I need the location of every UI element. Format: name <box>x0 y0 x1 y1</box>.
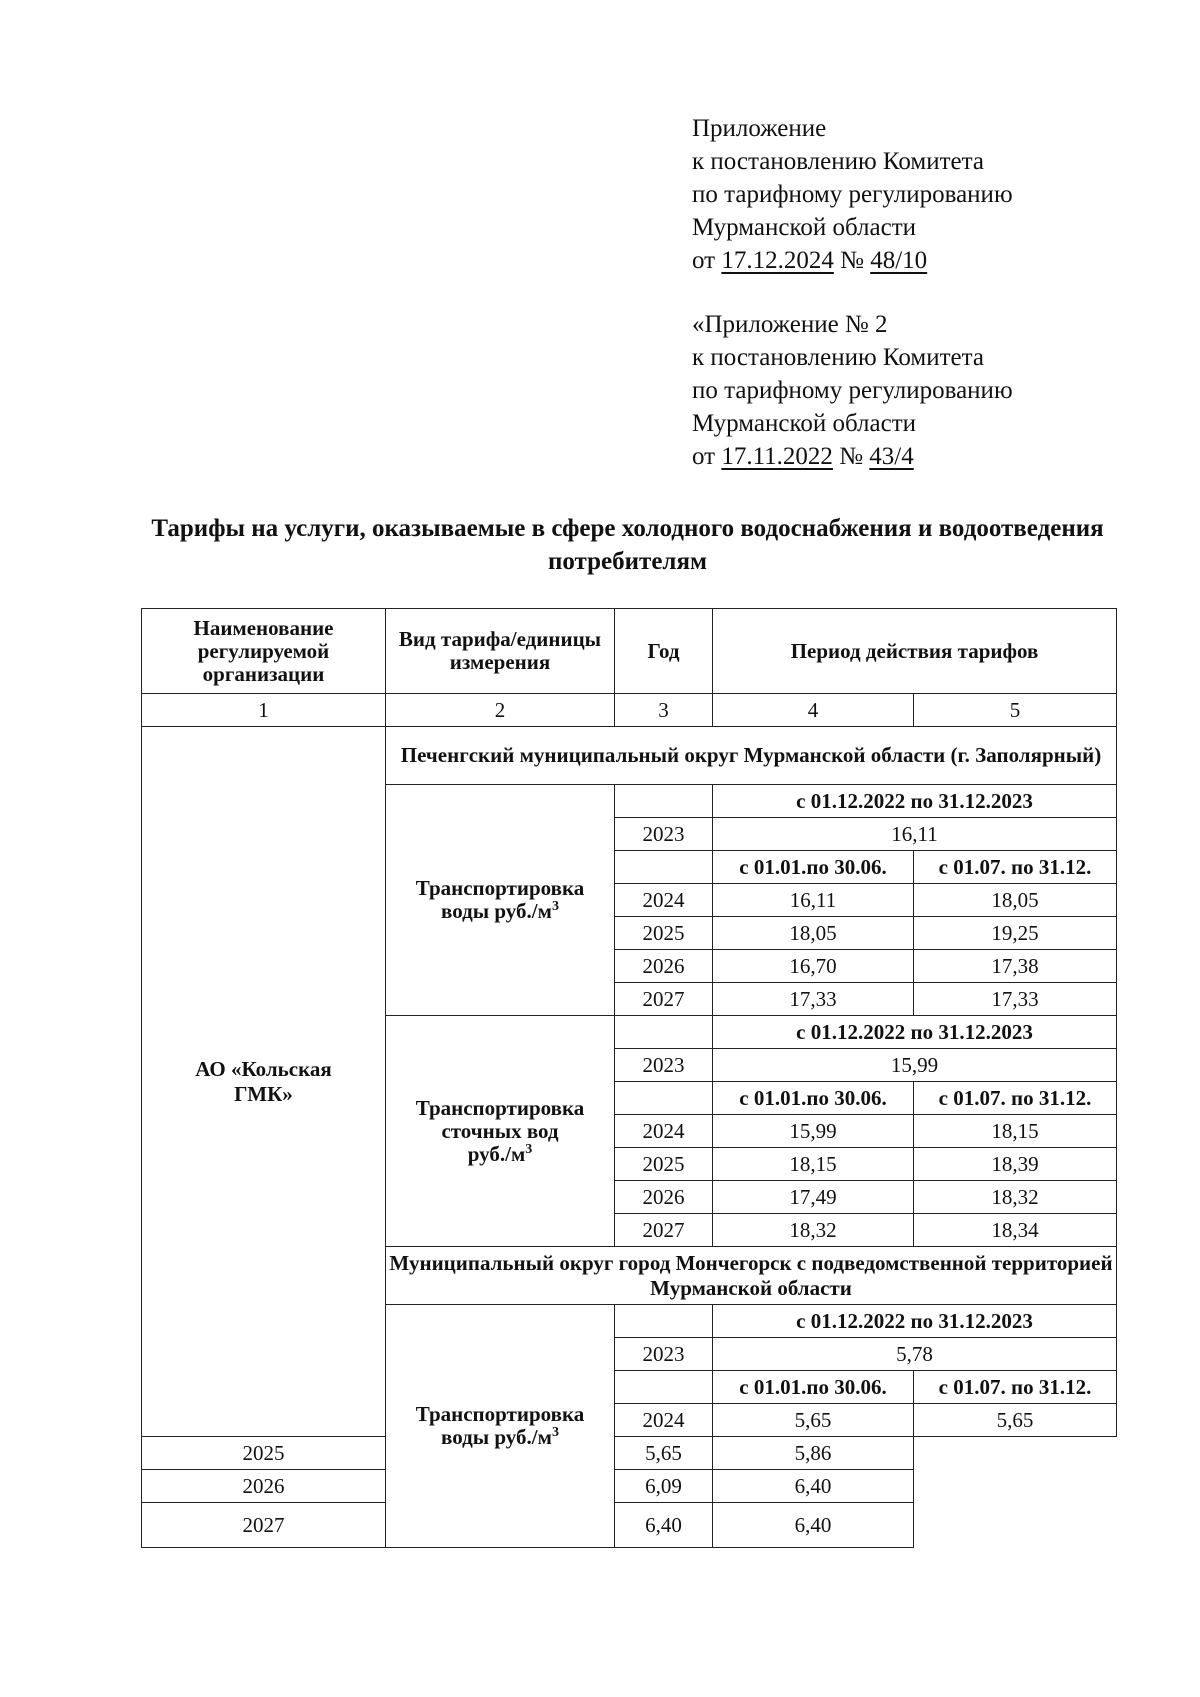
tariff-value: 6,40 <box>713 1470 914 1503</box>
period-full: с 01.12.2022 по 31.12.2023 <box>713 1305 1117 1338</box>
appendix-current <box>692 112 1013 277</box>
half-year-2: с 01.07. по 31.12. <box>914 851 1117 884</box>
column-number: 2 <box>386 694 615 727</box>
tariff-value: 18,15 <box>914 1115 1117 1148</box>
year-cell: 2023 <box>615 818 713 851</box>
tariff-value: 17,49 <box>713 1181 914 1214</box>
appendix-original <box>692 308 1013 473</box>
year-cell: 2026 <box>615 950 713 983</box>
year-cell: 2027 <box>142 1503 386 1548</box>
column-number: 5 <box>914 694 1117 727</box>
resolution-number: 48/10 <box>870 247 928 274</box>
date-prefix: от <box>692 443 716 470</box>
number-sign: № <box>839 443 864 470</box>
tariff-value: 5,65 <box>615 1437 713 1470</box>
service-name-line: сточных вод <box>441 1118 559 1143</box>
tariff-value: 6,40 <box>615 1503 713 1548</box>
region-row <box>142 727 1117 785</box>
resolution-date: 17.12.2024 <box>721 247 834 274</box>
tariff-value: 16,70 <box>713 950 914 983</box>
service-name-line: воды руб./м <box>441 1425 552 1449</box>
tariff-value: 15,99 <box>713 1049 1117 1082</box>
service-name <box>386 1016 615 1247</box>
region-name: Муниципальный округ город Мончегорск с подведомственной территорией Мурманской области <box>386 1247 1117 1305</box>
service-name <box>386 785 615 1016</box>
year-cell: 2023 <box>615 1338 713 1371</box>
tariff-value: 19,25 <box>914 917 1117 950</box>
header-period: Период действия тарифов <box>713 609 1117 694</box>
empty-cell <box>615 785 713 818</box>
table-row <box>142 1437 1117 1470</box>
half-year-2: с 01.07. по 31.12. <box>914 1082 1117 1115</box>
period-full: с 01.12.2022 по 31.12.2023 <box>713 785 1117 818</box>
organization-name: ГМК» <box>234 1081 293 1106</box>
service-name-line: воды руб./м <box>441 899 552 923</box>
column-number: 3 <box>615 694 713 727</box>
half-year-1: с 01.01.по 30.06. <box>713 1371 914 1404</box>
tariff-value: 5,65 <box>914 1404 1117 1437</box>
tariff-value: 18,34 <box>914 1214 1117 1247</box>
tariff-value: 17,38 <box>914 950 1117 983</box>
tariff-value: 16,11 <box>713 884 914 917</box>
empty-cell <box>615 1305 713 1338</box>
appendix-line: к постановлению Комитета <box>692 344 984 371</box>
tariff-value: 5,78 <box>713 1338 1117 1371</box>
half-year-2: с 01.07. по 31.12. <box>914 1371 1117 1404</box>
empty-cell <box>615 1371 713 1404</box>
half-year-1: с 01.01.по 30.06. <box>713 851 914 884</box>
tariff-value: 18,39 <box>914 1148 1117 1181</box>
tariff-value: 6,40 <box>713 1503 914 1548</box>
appendix-line: по тарифному регулированию <box>692 181 1013 208</box>
tariff-value: 18,32 <box>914 1181 1117 1214</box>
half-year-1: с 01.01.по 30.06. <box>713 1082 914 1115</box>
column-number: 4 <box>713 694 914 727</box>
empty-cell <box>615 1082 713 1115</box>
number-sign: № <box>840 247 864 274</box>
year-cell: 2025 <box>615 917 713 950</box>
service-name-line: Транспортировка <box>415 876 585 900</box>
year-cell: 2025 <box>142 1437 386 1470</box>
tariff-value: 16,11 <box>713 818 1117 851</box>
empty-cell <box>615 1016 713 1049</box>
tariff-value: 18,32 <box>713 1214 914 1247</box>
empty-cell <box>615 851 713 884</box>
region-name: Печенгский муниципальный округ Мурманской области (г. Заполярный) <box>386 727 1117 785</box>
header-year: Год <box>615 609 713 694</box>
appendix-line: по тарифному регулированию <box>692 377 1013 404</box>
tariff-value: 18,15 <box>713 1148 914 1181</box>
resolution-date: 17.11.2022 <box>721 443 833 470</box>
unit-power: 3 <box>525 1141 533 1157</box>
column-number: 1 <box>142 694 386 727</box>
header-organization: Наименование регулируемой организации <box>142 609 386 694</box>
appendix-header <box>692 112 1013 473</box>
tariffs-table <box>141 608 1117 1548</box>
date-prefix: от <box>692 247 716 274</box>
appendix-line: Мурманской области <box>692 214 917 241</box>
tariff-value: 6,09 <box>615 1470 713 1503</box>
page-title: Тарифы на услуги, оказываемые в сфере холодного водоснабжения и водоотведения потребителям <box>151 515 1104 575</box>
tariff-value: 17,33 <box>713 983 914 1016</box>
year-cell: 2024 <box>615 884 713 917</box>
year-cell: 2027 <box>615 1214 713 1247</box>
tariff-value: 15,99 <box>713 1115 914 1148</box>
service-name-line: Транспортировка <box>415 1095 585 1120</box>
table-header-row <box>142 609 1117 694</box>
appendix-date-line <box>692 440 1013 473</box>
service-name <box>386 1305 615 1548</box>
resolution-number: 43/4 <box>869 443 914 470</box>
organization-cell <box>142 727 386 1437</box>
year-cell: 2027 <box>615 983 713 1016</box>
tariff-value: 5,65 <box>713 1404 914 1437</box>
unit-power: 3 <box>551 1425 559 1440</box>
year-cell: 2026 <box>142 1470 386 1503</box>
year-cell: 2024 <box>615 1404 713 1437</box>
service-name-line: Транспортировка <box>415 1402 585 1426</box>
appendix-line: к постановлению Комитета <box>692 148 984 175</box>
year-cell: 2023 <box>615 1049 713 1082</box>
period-full: с 01.12.2022 по 31.12.2023 <box>713 1016 1117 1049</box>
appendix-line: Мурманской области <box>692 410 917 437</box>
tariff-value: 5,86 <box>713 1437 914 1470</box>
organization-name: АО «Кольская <box>195 1056 332 1081</box>
tariff-value: 17,33 <box>914 983 1117 1016</box>
appendix-line: Приложение <box>692 115 827 142</box>
column-numbers-row <box>142 694 1117 727</box>
tariff-value: 18,05 <box>914 884 1117 917</box>
appendix-line: «Приложение № 2 <box>692 311 888 338</box>
year-cell: 2025 <box>615 1148 713 1181</box>
service-name-line: руб./м <box>467 1141 526 1166</box>
tariff-value: 18,05 <box>713 917 914 950</box>
year-cell: 2026 <box>615 1181 713 1214</box>
appendix-date-line <box>692 244 1013 277</box>
table-row <box>142 1503 1117 1548</box>
header-tariff-type: Вид тарифа/единицы измерения <box>386 609 615 694</box>
table-row <box>142 1470 1117 1503</box>
year-cell: 2024 <box>615 1115 713 1148</box>
unit-power: 3 <box>551 899 559 914</box>
